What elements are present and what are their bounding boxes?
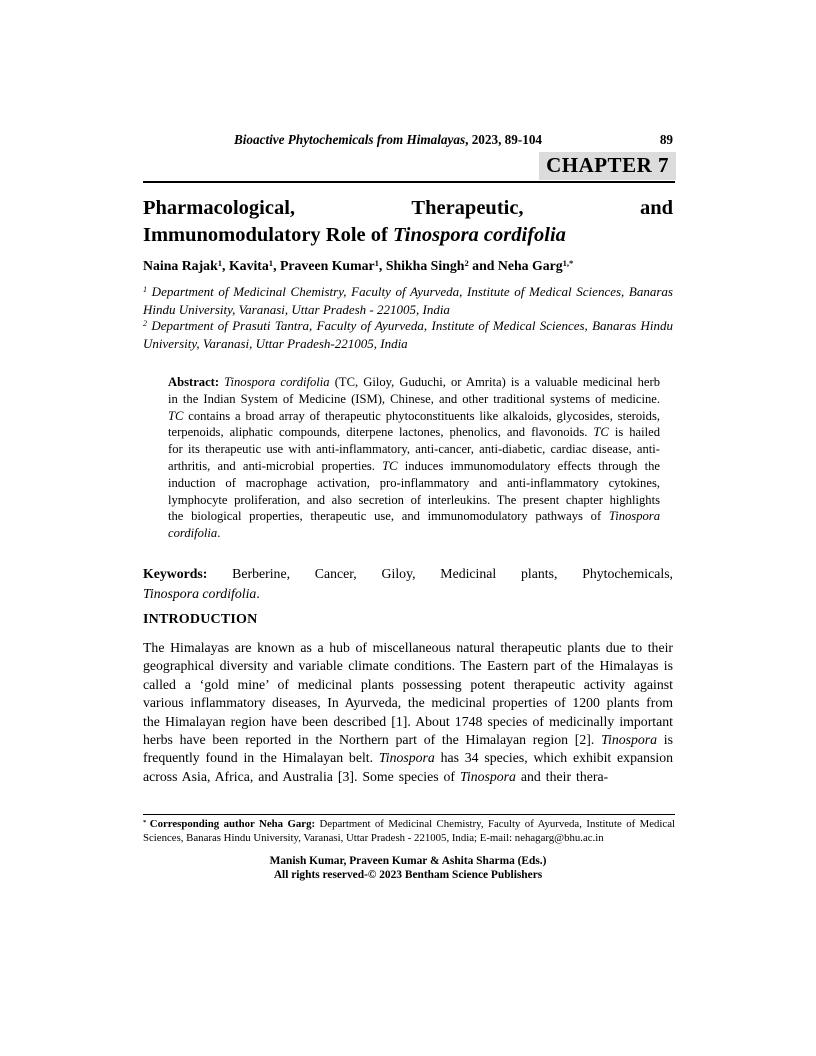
header-rule — [143, 181, 675, 183]
title-word-3: and — [639, 197, 673, 219]
chapter-badge: CHAPTER 7 — [539, 152, 676, 180]
editors-line: Manish Kumar, Praveen Kumar & Ashita Sharma (Eds.) — [269, 855, 547, 867]
abstract-paragraph: Abstract: Tinospora cordifolia (TC, Giloy, Guduchi, or Amrita) is a valuable medicinal herb in the Indian System of Medicine (ISM), Chinese, and other traditional systems of medicine. TC contains a broad array of therapeutic phytoconstituents like alkaloids, glycosides, steroids, terpenoids, aliphatic compounds, diterpene lactones, phenolics, and flavonoids. TC is hailed for its therapeutic use with anti-inflammatory, anti-cancer, anti-diabetic, cardiac disease, anti-arthritis, and anti-microbial properties. TC induces immunomodulatory effects through the induction of macrophage activation, pro-inflammatory and anti-inflammatory cytokines, lymphocyte proliferation, and also secretion of interleukins. The present chapter highlights the biological properties, therapeutic use, and immunomodulatory pathways of Tinospora cordifolia. — [168, 375, 661, 541]
corresponding-author-note: * Corresponding author Neha Garg: Department of Medicinal Chemistry, Faculty of Ayurveda, Institute of Medical Sciences, Banaras Hindu University, Varanasi, Uttar Pradesh - 221005, India; E-mail: nehagarg@bhu.ac.in — [143, 818, 676, 845]
keywords-line1: Keywords: Berberine, Cancer, Giloy, Medicinal plants, Phytochemicals, — [143, 566, 674, 581]
chapter-title — [143, 195, 673, 249]
authors-line: Naina Rajak$^1$, Kavita$^1$, Praveen Kumar$^1$, Shikha Singh$^2$ and Neha Garg$^{1,*}$ — [143, 258, 574, 273]
affiliation-1: $^1$ Department of Medicinal Chemistry, Faculty of Ayurveda, Institute of Medical Sciences, Banaras Hindu University, Varanasi, Uttar Pradesh - 221005, India — [143, 284, 673, 317]
keywords-block — [143, 564, 673, 604]
affiliation-2: $^2$ Department of Prasuti Tantra, Faculty of Ayurveda, Institute of Medical Sciences, Banaras Hindu University, Varanasi, Uttar Pradesh-221005, India — [143, 318, 673, 351]
running-header-suffix: , 2023, 89-104 — [465, 132, 543, 147]
running-header-book-title: Bioactive Phytochemicals from Himalayas — [233, 132, 466, 147]
introduction-paragraph: The Himalayas are known as a hub of miscellaneous natural therapeutic plants due to their geographical diversity and variable climate conditions. The Eastern part of the Himalayas is called a ‘gold mine’ of medicinal plants possessing potent therapeutic activity against various inflammatory diseases, In Ayurveda, the medicinal properties of 1200 plants from the Himalayan region have been described [1]. About 1748 species of medicinally important herbs have been reported in the Northern part of the Himalayan region [2]. Tinospora is frequently found in the Himalayan belt. Tinospora has 34 species, which exhibit expansion across Asia, Africa, and Australia [3]. Some species of Tinospora and their thera- — [143, 640, 674, 784]
title-word-1: Pharmacological, — [143, 197, 296, 219]
page-number: 89 — [659, 132, 673, 147]
chapter-title-line1 — [143, 195, 673, 222]
copyright-line: All rights reserved-© 2023 Bentham Science Publishers — [273, 869, 543, 881]
footer-block — [143, 854, 673, 882]
keywords-line2: Tinospora cordifolia. — [143, 586, 260, 601]
title-word-2: Therapeutic, — [411, 197, 524, 219]
footnote-rule — [143, 814, 675, 815]
chapter-title-line2: Immunomodulatory Role of Tinospora cordifolia — [143, 224, 566, 246]
section-heading-introduction: INTRODUCTION — [143, 612, 258, 627]
